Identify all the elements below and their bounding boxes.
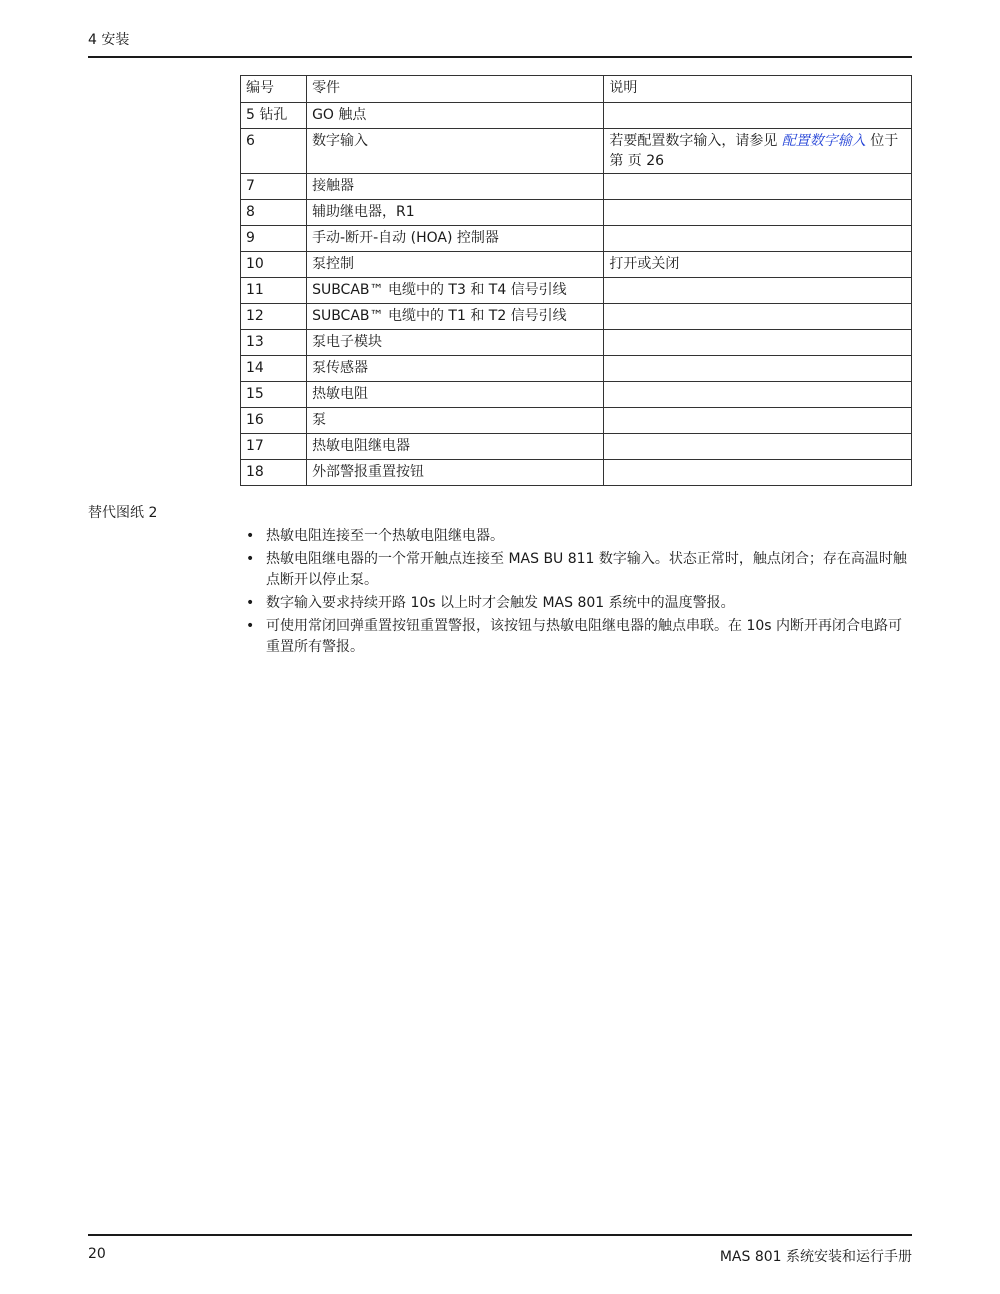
cell-part: 热敏电阻 (307, 382, 604, 408)
table-row (241, 103, 912, 129)
header-description: 说明 (604, 76, 912, 103)
table-row (241, 304, 912, 330)
header-chapter: 4 安装 (88, 32, 130, 48)
list-item (246, 593, 914, 614)
cell-part: SUBCAB™ 电缆中的 T1 和 T2 信号引线 (307, 304, 604, 330)
cell-description (604, 226, 912, 252)
table-row (241, 129, 912, 174)
list-item (246, 549, 914, 591)
table-row (241, 330, 912, 356)
cell-number: 15 (241, 382, 307, 408)
table-row (241, 200, 912, 226)
parts-table (240, 75, 912, 486)
section-title: 替代图纸 2 (88, 505, 158, 521)
cell-number: 6 (241, 129, 307, 174)
cell-description (604, 200, 912, 226)
table-row (241, 382, 912, 408)
table-row (241, 174, 912, 200)
header-part: 零件 (307, 76, 604, 103)
cell-description (604, 356, 912, 382)
bullet-icon: • (246, 528, 255, 544)
cell-description (604, 129, 912, 174)
table-header-row (241, 76, 912, 103)
desc-suffix: 位于第 页 26 (609, 133, 899, 169)
page-header (88, 26, 912, 58)
bullet-text: 热敏电阻连接至一个热敏电阻继电器。 (266, 528, 504, 544)
cell-number: 10 (241, 252, 307, 278)
cell-number: 17 (241, 434, 307, 460)
desc-prefix: 若要配置数字输入，请参见 (609, 133, 782, 149)
cell-number: 9 (241, 226, 307, 252)
page-footer (88, 1234, 912, 1266)
cell-number: 13 (241, 330, 307, 356)
cell-part: 泵 (307, 408, 604, 434)
bullet-icon: • (246, 618, 255, 634)
list-item (246, 526, 914, 547)
cell-description: 打开或关闭 (604, 252, 912, 278)
bullet-icon: • (246, 595, 255, 611)
table-row (241, 226, 912, 252)
bullet-text: 数字输入要求持续开路 10s 以上时才会触发 MAS 801 系统中的温度警报。 (266, 595, 735, 611)
table-row (241, 356, 912, 382)
cell-number: 18 (241, 460, 307, 486)
cell-description (604, 382, 912, 408)
cell-part: 热敏电阻继电器 (307, 434, 604, 460)
cell-description (604, 174, 912, 200)
bullet-text: 可使用常闭回弹重置按钮重置警报，该按钮与热敏电阻继电器的触点串联。在 10s 内断开再闭合电路可重置所有警报。 (266, 618, 903, 655)
cell-number: 8 (241, 200, 307, 226)
cell-part: 外部警报重置按钮 (307, 460, 604, 486)
bullet-list (246, 526, 914, 660)
cell-part: 手动-断开-自动 (HOA) 控制器 (307, 226, 604, 252)
table-row (241, 278, 912, 304)
cell-description (604, 278, 912, 304)
cell-number: 11 (241, 278, 307, 304)
cell-part: SUBCAB™ 电缆中的 T3 和 T4 信号引线 (307, 278, 604, 304)
cell-part: 接触器 (307, 174, 604, 200)
header-number: 编号 (241, 76, 307, 103)
cell-part: 泵传感器 (307, 356, 604, 382)
cell-description (604, 408, 912, 434)
list-item (246, 616, 914, 658)
table-row (241, 434, 912, 460)
cell-part: GO 触点 (307, 103, 604, 129)
cell-part: 泵电子模块 (307, 330, 604, 356)
cell-description (604, 434, 912, 460)
cell-number: 7 (241, 174, 307, 200)
cell-description (604, 460, 912, 486)
cell-description (604, 330, 912, 356)
cell-part: 泵控制 (307, 252, 604, 278)
cell-description (604, 103, 912, 129)
configure-digital-input-link[interactable]: 配置数字输入 (781, 133, 866, 149)
bullet-text: 热敏电阻继电器的一个常开触点连接至 MAS BU 811 数字输入。状态正常时，触点闭合；存在高温时触点断开以停止泵。 (266, 551, 907, 588)
document-title: MAS 801 系统安装和运行手册 (719, 1249, 912, 1265)
cell-number: 12 (241, 304, 307, 330)
cell-number: 16 (241, 408, 307, 434)
cell-number: 5 钻孔 (241, 103, 307, 129)
cell-description (604, 304, 912, 330)
table-row (241, 252, 912, 278)
page-number: 20 (88, 1246, 106, 1262)
table-row (241, 460, 912, 486)
cell-part: 辅助继电器，R1 (307, 200, 604, 226)
bullet-icon: • (246, 551, 255, 567)
cell-part: 数字输入 (307, 129, 604, 174)
cell-number: 14 (241, 356, 307, 382)
table-row (241, 408, 912, 434)
